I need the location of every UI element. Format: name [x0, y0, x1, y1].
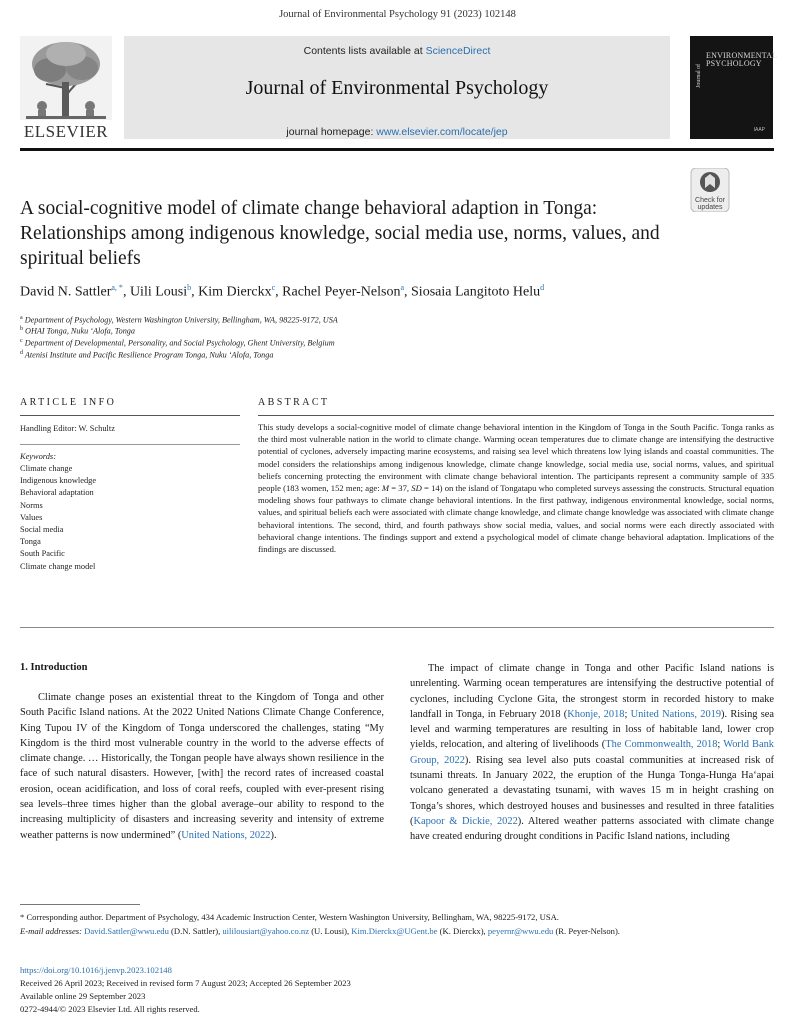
available-online: Available online 29 September 2023: [20, 991, 146, 1001]
author-name[interactable]: Uili Lousi: [129, 284, 188, 300]
received-dates: Received 26 April 2023; Received in revised form 7 August 2023; Accepted 26 September 2023: [20, 978, 351, 988]
article-info-rule: [20, 415, 240, 416]
journal-homepage-link[interactable]: www.elsevier.com/locate/jep: [376, 126, 508, 138]
citation-link[interactable]: United Nations, 2019: [630, 708, 722, 720]
homepage-prefix: journal homepage:: [286, 126, 377, 138]
citation-link[interactable]: World Bank Group, 2022: [410, 739, 774, 766]
keyword: Norms: [20, 500, 43, 510]
sciencedirect-link[interactable]: ScienceDirect: [425, 45, 491, 57]
author-name[interactable]: David N. Sattler: [20, 284, 112, 300]
copyright: 0272-4944/© 2023 Elsevier Ltd. All rights reserved.: [20, 1004, 200, 1014]
affiliation: $^d$ Atenisi Institute and Pacific Resilience Program Tonga, Nuku ʻAlofa, Tonga: [20, 350, 274, 360]
running-head: Journal of Environmental Psychology 91 (2023) 102148: [279, 9, 516, 20]
footnote-rule: [20, 904, 140, 905]
affiliation: $^a$ Department of Psychology, Western Washington University, Bellingham, WA, 98225-9172, USA: [20, 315, 338, 325]
check-for-updates-label[interactable]: Check for updates: [695, 197, 725, 211]
author-affil-marker[interactable]: b: [187, 283, 192, 292]
intro-paragraph-right: The impact of climate change in Tonga and other Pacific Island nations is unrelenting. Warming ocean temperatures are intensifying the destructive potential of cyclones, including Cyclone Gita, the strongest storm in recorded history to make landfall in Tonga, in February 2018 (Khonje, 2018; United Nations, 2019). Rising sea level and warming temperatures are resulting in loss of habitable land, lower crop yields, relocation, and altering of livelihoods (The Commonwealth, 2018; World Bank Group, 2022). Rising sea level also puts coastal communities at increased risk of tsunami threats. In January 2022, the eruption of the Hunga Tonga-Hunga Haʻapai volcano generated a devastating tsunami, with waves 15 m in height crashing on Tonga’s shores, which destroyed houses and businesses and resulted in three fatalities (Kapoor & Dickie, 2022). Altered weather patterns associated with climate change have created enduring drought conditions in Pacific Island nations, including: [410, 663, 774, 843]
cover-title: ENVIRONMENTAL PSYCHOLOGY: [706, 51, 778, 68]
article-info-heading: ARTICLE INFO: [20, 397, 117, 408]
citation-link[interactable]: United Nations, 2022: [181, 829, 271, 841]
publisher-wordmark: ELSEVIER: [23, 122, 109, 141]
author-affil-marker[interactable]: c: [271, 283, 276, 292]
header-rule: [20, 148, 774, 151]
corresponding-author-note: * Corresponding author. Department of Psychology, 434 Academic Instruction Center, Western Washington University, Bellingham, WA, 98225-9172, USA.: [20, 912, 559, 922]
keyword: Climate change model: [20, 561, 96, 571]
author-affil-marker[interactable]: a, *: [111, 283, 123, 292]
contents-prefix: Contents lists available at: [303, 45, 426, 57]
keyword: Tonga: [20, 537, 41, 547]
cover-side-text: Journal of: [696, 63, 702, 88]
affiliation: $^c$ Department of Developmental, Personality, and Social Psychology, Ghent University, Belgium: [20, 338, 335, 348]
keyword-list: [20, 463, 96, 573]
author-name[interactable]: Siosaia Langitoto Helu: [411, 284, 541, 300]
keywords-label: Keywords:: [20, 452, 56, 461]
author-affil-marker[interactable]: d: [540, 283, 545, 292]
contents-line: [124, 45, 670, 57]
journal-title: Journal of Environmental Psychology: [245, 77, 549, 99]
article-title: A social-cognitive model of climate change behavioral adaption in Tonga: Relationships among indigenous knowledge, social media use, norms, values, and spiritual beliefs: [20, 198, 660, 269]
author-affil-marker[interactable]: a: [400, 283, 405, 292]
citation-link[interactable]: The Commonwealth, 2018: [605, 739, 718, 751]
intro-paragraph-left: Climate change poses an existential threat to the Kingdom of Tonga and other South Pacific Island nations. At the 2022 United Nations Climate Change Conference, King Tupou IV of the Kingdom of Tonga underscored the challenges, stating “My Kingdom is the third most vulnerable country in the world to the adverse effects of climate change. … Historically, the Tongan people have always shown resilience in the face of such natural disasters. However, [with] the record rates of increased coastal erosion, ocean acidification, and loss of coral reefs, coupled with ever-present rising sea levels–three times higher than the global average–our ability to respond to the increasing multiplicity of disasters and increasing severity and intensity of extreme weather patterns is now undermined” (United Nations, 2022).: [20, 692, 384, 841]
email-addresses-note: E-mail addresses: David.Sattler@wwu.edu (D.N. Sattler), uililousiart@yahoo.co.nz (U. Lousi), Kim.Dierckx@UGent.be (K. Dierckx), peyernr@wwu.edu (R. Peyer-Nelson).: [20, 926, 620, 936]
doi-link[interactable]: https://doi.org/10.1016/j.jenvp.2023.102148: [20, 965, 172, 975]
front-matter-rule: [20, 627, 774, 628]
email-link[interactable]: uililousiart@yahoo.co.nz: [222, 926, 310, 936]
citation-link[interactable]: Khonje, 2018: [567, 708, 625, 720]
cover-footer: IAAP: [753, 127, 765, 133]
section-heading-introduction: 1. Introduction: [20, 662, 88, 673]
abstract-rule: [258, 415, 774, 416]
keyword: Behavioral adaptation: [20, 488, 94, 498]
homepage-line: [124, 126, 670, 138]
citation-link[interactable]: Kapoor & Dickie, 2022: [413, 815, 518, 827]
keywords-rule: [20, 444, 240, 445]
keyword: Social media: [20, 525, 64, 535]
journal-cover: [690, 36, 778, 139]
email-link[interactable]: peyernr@wwu.edu: [487, 926, 554, 936]
keyword: South Pacific: [20, 549, 65, 559]
author-name[interactable]: Kim Dierckx: [198, 284, 272, 300]
handling-editor: Handling Editor: W. Schultz: [20, 424, 115, 433]
author-name[interactable]: Rachel Peyer-Nelson: [282, 284, 401, 300]
keyword: Indigenous knowledge: [20, 476, 97, 486]
abstract-text: This study develops a social-cognitive model of climate change behavioral intention in the Kingdom of Tonga in the South Pacific. Tonga ranks as the third most vulnerable nation in the world to climate change. Warming ocean temperatures due to climate change are intensifying the destructive potential of cyclones, adversely impacting marine ecosystems, and raising sea level which threatens low lying islands and coastal communities. The model considers the relationships among indigenous knowledge, climate change knowledge, social media use, social norms, values, and spiritual beliefs concerning protecting the environment with climate change behavioral intention. The participants represent a community sample of 335 people (183 women, 152 men; age: M = 37, SD = 14) on the island of Tongatapu who completed surveys assessing the constructs. Structural equation modeling shows four pathways to climate change behavioral intentions. In the first pathway, indigenous environmental knowledge, social norms, values, and spiritual beliefs each were associated with climate change knowledge, and climate change knowledge was associated with climate change behavioral intentions. The second, third, and fourth pathways show social media, values, and social norms were each directly associated with behavioral change intentions. The findings support and extend a psychological model of climate change behavioral adaptation. Implications of the findings are discussed.: [258, 422, 774, 555]
email-link[interactable]: Kim.Dierckx@UGent.be: [351, 926, 438, 936]
keyword: Climate change: [20, 464, 73, 473]
abstract-heading: ABSTRACT: [258, 397, 330, 408]
affiliation: $^b$ OHAI Tonga, Nuku ʻAlofa, Tonga: [20, 326, 135, 336]
author-list: David N. Sattler$^{a, *}$, Uili Lousi$^b$, Kim Dierckx$^c$, Rachel Peyer-Nelson$^a$, Siosaia Langitoto Helu$^d$: [20, 283, 545, 300]
keyword: Values: [20, 512, 43, 522]
email-link[interactable]: David.Sattler@wwu.edu: [84, 926, 169, 936]
